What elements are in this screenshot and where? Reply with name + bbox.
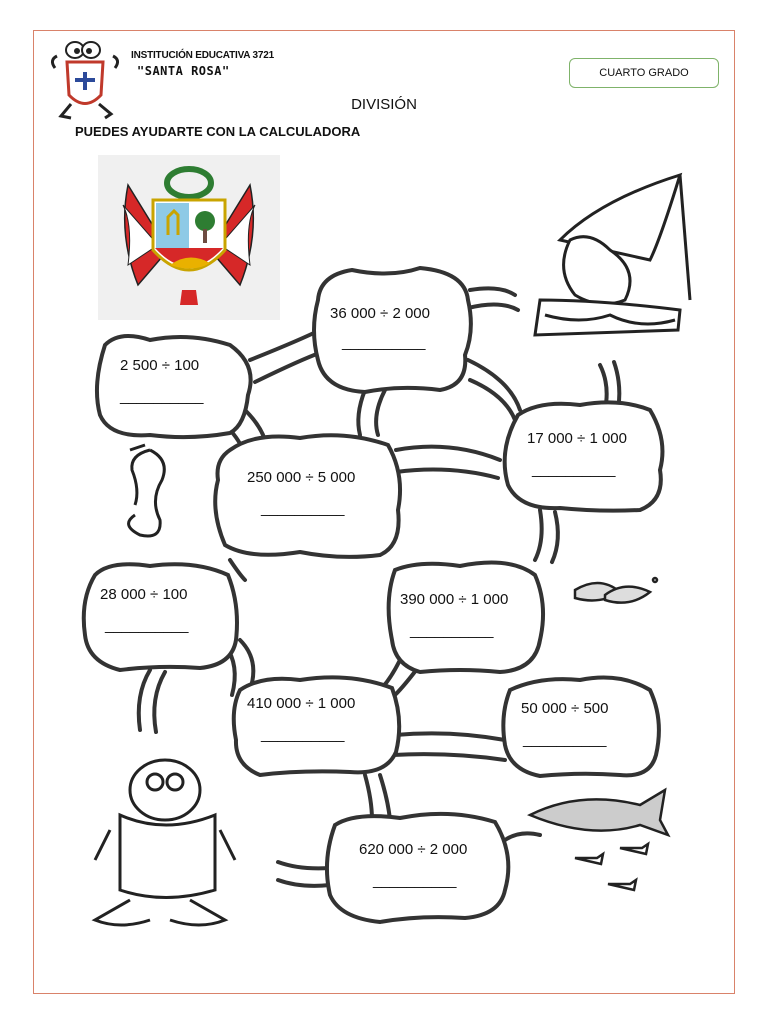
problem-expression: 410 000 ÷ 1 000: [247, 695, 356, 712]
answer-line[interactable]: __________: [342, 334, 426, 351]
seahorse-drawing: [129, 445, 165, 536]
answer-line[interactable]: __________: [523, 731, 607, 748]
answer-line[interactable]: __________: [261, 726, 345, 743]
institution-name: INSTITUCIÓN EDUCATIVA 3721: [131, 50, 274, 61]
answer-line[interactable]: __________: [105, 617, 189, 634]
problem-5: [100, 586, 188, 634]
answer-line[interactable]: __________: [410, 622, 494, 639]
problem-7: [247, 695, 355, 743]
sailboat-drawing: [535, 175, 690, 335]
problem-expression: 28 000 ÷ 100: [100, 586, 188, 603]
problem-expression: 17 000 ÷ 1 000: [527, 430, 627, 447]
grade-box: CUARTO GRADO: [569, 58, 719, 88]
problem-8: [521, 700, 608, 748]
problem-9: [359, 841, 467, 889]
answer-line[interactable]: __________: [532, 461, 616, 478]
problem-expression: 390 000 ÷ 1 000: [400, 591, 509, 608]
problem-expression: 50 000 ÷ 500: [521, 700, 609, 717]
answer-line[interactable]: __________: [120, 388, 204, 405]
problem-expression: 36 000 ÷ 2 000: [330, 305, 430, 322]
problem-4: [247, 469, 355, 517]
worksheet-title: DIVISIÓN: [351, 96, 417, 113]
problem-expression: 620 000 ÷ 2 000: [359, 841, 468, 858]
instruction-text: PUEDES AYUDARTE CON LA CALCULADORA: [75, 124, 361, 139]
problem-expression: 2 500 ÷ 100: [120, 357, 200, 374]
tuna-drawing: [530, 790, 668, 890]
problem-2: [120, 357, 203, 405]
answer-line[interactable]: __________: [373, 872, 457, 889]
school-name: "SANTA ROSA": [137, 64, 230, 78]
answer-line[interactable]: __________: [261, 500, 345, 517]
problem-3: [527, 430, 627, 478]
problem-1: [330, 305, 430, 351]
problem-expression: 250 000 ÷ 5 000: [247, 469, 356, 486]
garfield-drawing: [95, 760, 235, 925]
problem-6: [400, 591, 508, 639]
fish-drawing: [575, 578, 657, 603]
